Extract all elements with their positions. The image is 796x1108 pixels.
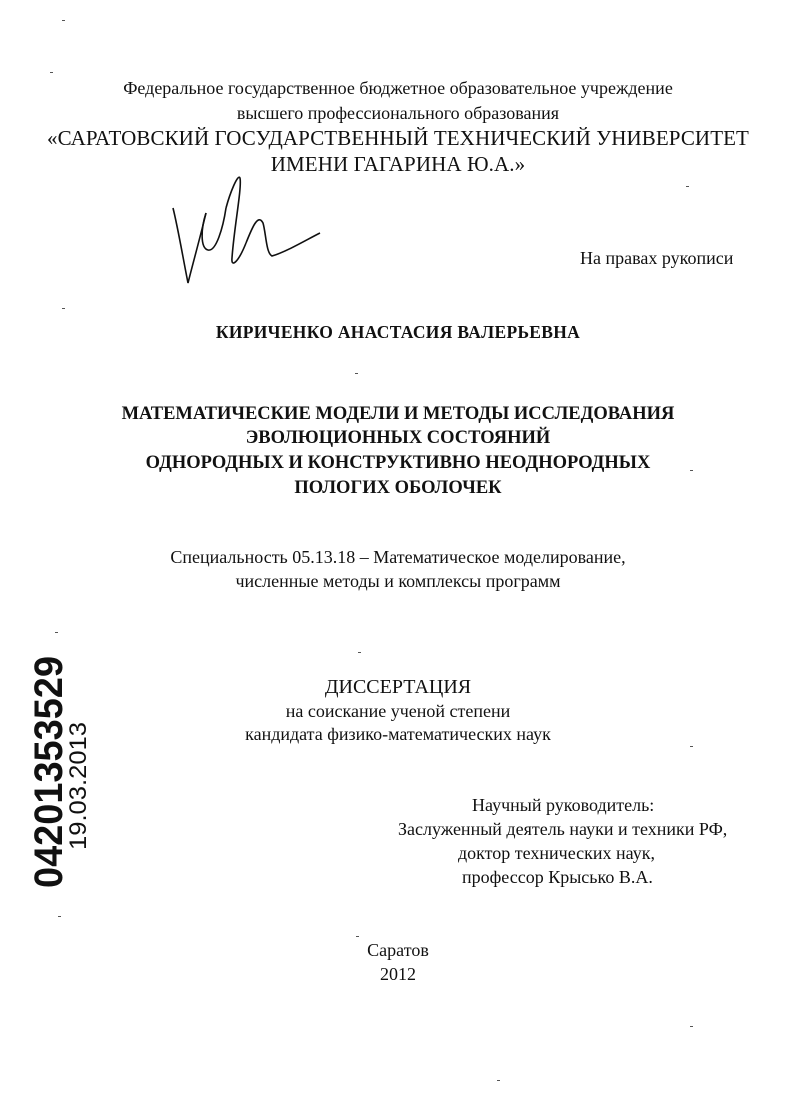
scan-speck bbox=[62, 308, 65, 309]
title-line-4: ПОЛОГИХ ОБОЛОЧЕК bbox=[294, 478, 502, 498]
supervisor-label: Научный руководитель: bbox=[472, 795, 655, 815]
scan-speck bbox=[497, 1080, 500, 1081]
supervisor-line-3: профессор Крысько В.А. bbox=[462, 867, 653, 887]
year: 2012 bbox=[380, 964, 416, 984]
org-line-2: высшего профессионального образования bbox=[236, 103, 560, 123]
scan-speck bbox=[58, 916, 61, 917]
manuscript-note: На правах рукописи bbox=[580, 248, 734, 268]
title-line-3: ОДНОРОДНЫХ И КОНСТРУКТИВНО НЕОДНОРОДНЫХ bbox=[145, 453, 651, 473]
scan-speck bbox=[55, 632, 58, 633]
supervisor-line-1: Заслуженный деятель науки и техники РФ, bbox=[398, 819, 728, 839]
city: Саратов bbox=[367, 940, 429, 960]
stamp-number: 04201353529 bbox=[27, 643, 71, 888]
university-line-1: «САРАТОВСКИЙ ГОСУДАРСТВЕННЫЙ ТЕХНИЧЕСКИЙ УНИВЕРСИТЕТ bbox=[47, 126, 749, 150]
scan-speck bbox=[690, 746, 693, 747]
scan-speck bbox=[355, 373, 358, 374]
title-line-1: МАТЕМАТИЧЕСКИЕ МОДЕЛИ И МЕТОДЫ ИССЛЕДОВАНИЯ bbox=[121, 404, 675, 424]
scan-speck bbox=[690, 470, 693, 471]
scan-speck bbox=[50, 72, 53, 73]
dissertation-line-1: на соискание ученой степени bbox=[285, 701, 511, 721]
org-line-1: Федеральное государственное бюджетное образовательное учреждение bbox=[123, 78, 673, 98]
scan-speck bbox=[358, 652, 361, 653]
scan-speck bbox=[686, 186, 689, 187]
scan-speck bbox=[690, 1026, 693, 1027]
dissertation-heading: ДИССЕРТАЦИЯ bbox=[324, 676, 472, 698]
title-line-2: ЭВОЛЮЦИОННЫХ СОСТОЯНИЙ bbox=[245, 428, 551, 448]
dissertation-line-2: кандидата физико-математических наук bbox=[245, 724, 551, 744]
scan-speck bbox=[356, 936, 359, 937]
library-stamp bbox=[12, 640, 92, 900]
specialty-line-2: численные методы и комплексы программ bbox=[235, 571, 561, 591]
university-line-2: ИМЕНИ ГАГАРИНА Ю.А.» bbox=[270, 152, 526, 176]
supervisor-line-2: доктор технических наук, bbox=[458, 843, 655, 863]
stamp-date: 19.03.2013 bbox=[65, 729, 92, 850]
specialty-line-1: Специальность 05.13.18 – Математическое моделирование, bbox=[170, 547, 626, 567]
scan-speck bbox=[62, 20, 65, 21]
author-name: КИРИЧЕНКО АНАСТАСИЯ ВАЛЕРЬЕВНА bbox=[215, 322, 581, 342]
signature bbox=[168, 168, 328, 293]
